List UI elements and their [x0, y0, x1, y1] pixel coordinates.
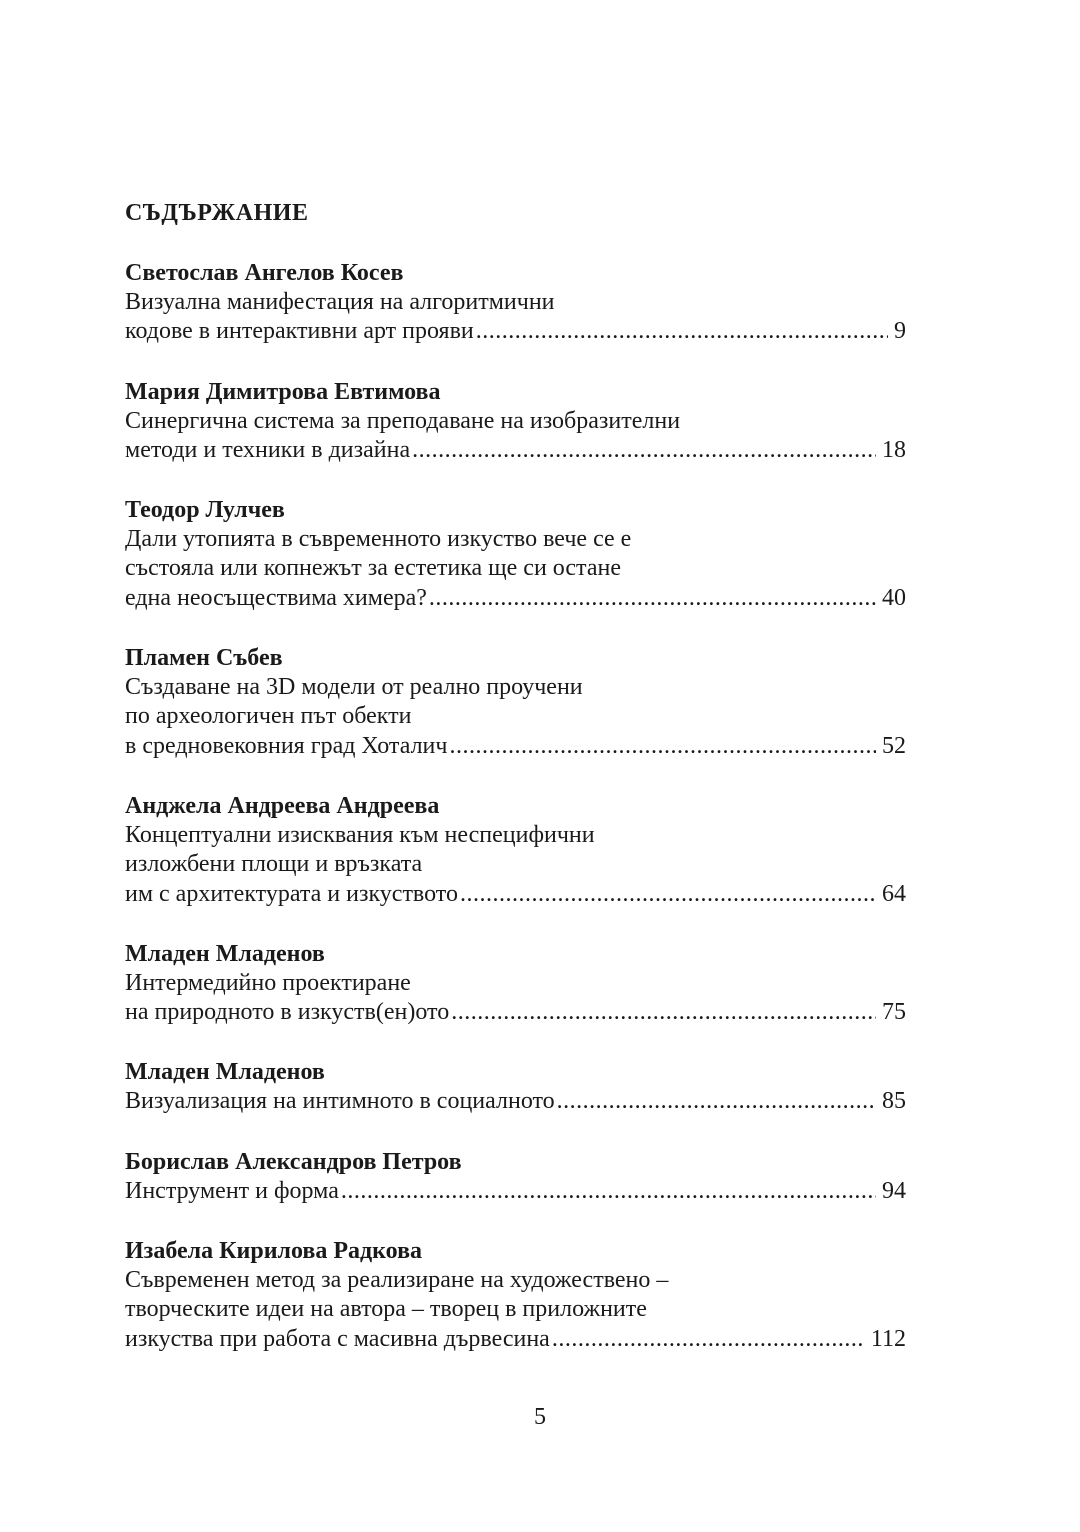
toc-entry-author: Пламен Събев — [125, 645, 283, 672]
dot-leader — [476, 317, 888, 346]
toc-entry-author: Младен Младенов — [125, 940, 325, 967]
dot-leader — [460, 880, 876, 909]
toc-entry-author: Светослав Ангелов Косев — [125, 260, 404, 286]
toc-entry-title-line: по археологичен път обекти — [125, 703, 412, 730]
toc-entry-last-line — [125, 436, 906, 465]
dot-leader — [341, 1177, 876, 1206]
toc-entry-title-line: методи и техники в дизайна — [125, 436, 411, 463]
toc-entry-page-number: 52 — [882, 732, 906, 759]
toc-entry-title-line: Визуална манифестация на алгоритмични — [125, 289, 555, 315]
toc-entry-author: Теодор Лулчев — [125, 497, 285, 524]
toc-entry-last-line — [125, 998, 906, 1027]
toc-entry — [125, 1057, 906, 1116]
toc-entry-last-line — [125, 1087, 906, 1116]
toc-entry-title-line: състояла или копнежът за естетика ще си остане — [125, 555, 621, 582]
toc-entry-author: Борислав Александров Петров — [125, 1148, 462, 1175]
toc-entry — [125, 377, 906, 466]
toc-entry-page-number: 94 — [882, 1177, 906, 1204]
toc-entry-title-line: Интермедийно проектиране — [125, 969, 411, 996]
toc-entry-last-line — [125, 1325, 906, 1354]
toc-entry-title-line: Визуализация на интимното в социалното — [125, 1088, 555, 1115]
toc-entry-title-line: Създаване на 3D модели от реално проучени — [125, 674, 583, 701]
toc-entry-title-line: творческите идеи на автора – творец в приложните — [125, 1296, 647, 1323]
toc-entry-page-number: 64 — [882, 880, 906, 907]
toc-entry — [125, 258, 906, 347]
toc-entry-title-line: една неосъществима химера? — [125, 584, 427, 611]
toc-entry-title-line: Синергична система за преподаване на изобразителни — [125, 407, 681, 434]
toc-entry-last-line — [125, 880, 906, 909]
toc-entry-title-line: на природното в изкуств(ен)ото — [125, 999, 450, 1026]
toc-entry — [125, 1236, 906, 1354]
page-number: 5 — [534, 1404, 546, 1430]
toc-entry-title-line: кодове в интерактивни арт прояви — [125, 318, 474, 345]
dot-leader — [552, 1325, 865, 1354]
toc-entry-author: Анджела Андреева Андреева — [125, 792, 440, 819]
toc-entry-title-line: изкуства при работа с масивна дървесина — [125, 1325, 550, 1352]
toc-entry-title-line: им с архитектурата и изкуството — [125, 880, 458, 907]
toc-entry — [125, 495, 906, 613]
toc-entry-author: Младен Младенов — [125, 1059, 325, 1086]
toc-entry-last-line — [125, 317, 906, 346]
toc-entry-page-number: 18 — [882, 436, 906, 463]
dot-leader — [429, 584, 876, 613]
toc-entry — [125, 1147, 906, 1206]
table-of-contents — [125, 258, 906, 1354]
toc-entry — [125, 939, 906, 1028]
toc-entry-page-number: 112 — [870, 1325, 906, 1352]
toc-entry-last-line — [125, 732, 906, 761]
toc-entry-title-line: изложбени площи и връзката — [125, 851, 423, 878]
dot-leader — [449, 732, 876, 761]
toc-entry-title-line: Дали утопията в съвременното изкуство вече се е — [125, 526, 632, 553]
dot-leader — [557, 1087, 876, 1116]
page-title: СЪДЪРЖАНИЕ — [125, 200, 309, 226]
dot-leader — [412, 436, 876, 465]
toc-entry-title-line: Концептуални изисквания към неспецифични — [125, 821, 595, 848]
toc-entry-last-line — [125, 584, 906, 613]
toc-entry-page-number: 40 — [882, 584, 906, 611]
toc-entry-author: Изабела Кирилова Радкова — [125, 1238, 423, 1265]
toc-entry-title-line: Инструмент и форма — [125, 1177, 339, 1204]
toc-entry-last-line — [125, 1177, 906, 1206]
toc-entry — [125, 791, 906, 909]
toc-entry-title-line: в средновековния град Хоталич — [125, 732, 448, 759]
toc-entry-author: Мария Димитрова Евтимова — [125, 378, 441, 405]
toc-entry-title-line: Съвременен метод за реализиране на художествено – — [125, 1267, 669, 1294]
toc-entry-page-number: 9 — [894, 318, 906, 345]
toc-entry-page-number: 75 — [882, 999, 906, 1026]
toc-entry-page-number: 85 — [882, 1088, 906, 1115]
dot-leader — [451, 998, 876, 1027]
toc-entry — [125, 643, 906, 761]
